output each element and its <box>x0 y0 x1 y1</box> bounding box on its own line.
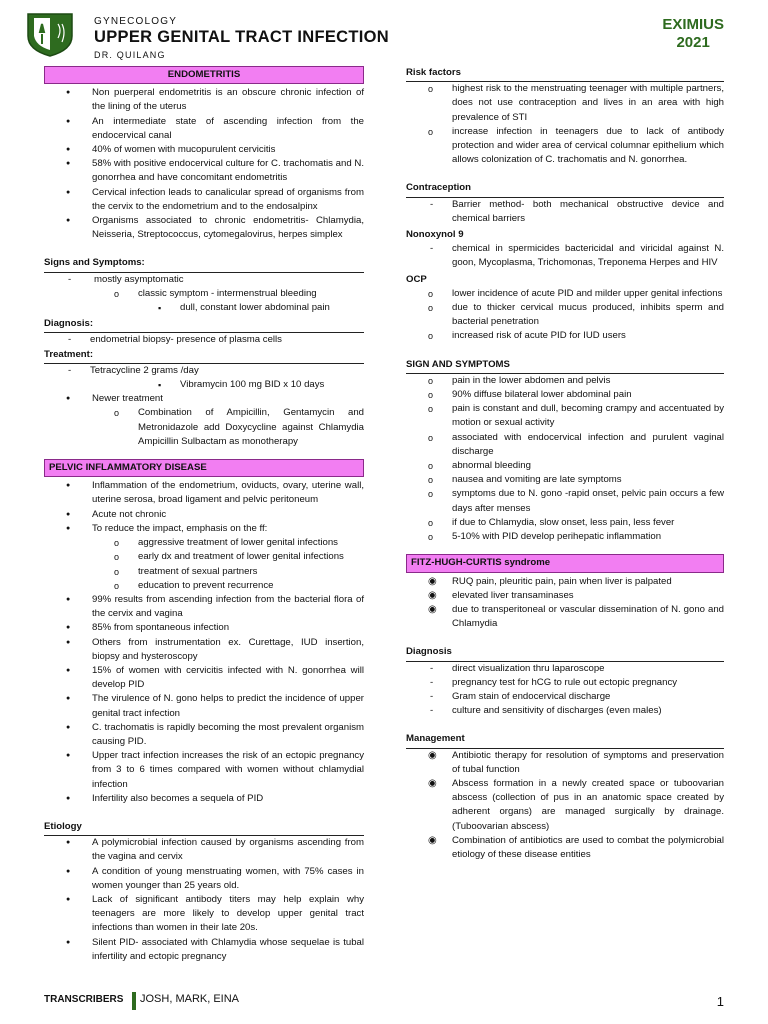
list-item: o early dx and treatment of lower genital infections <box>44 550 364 564</box>
list-item: ● Silent PID- associated with Chlamydia whose sequelae is tubal infertility and ectopic pregnancy <box>44 936 364 964</box>
etiology-list <box>44 836 364 964</box>
list-item: ● C. trachomatis is rapidly becoming the most prevalent organism causing PID. <box>44 721 364 749</box>
contraception-heading: Contraception <box>406 181 724 197</box>
list-item: - chemical in spermicides bactericidal and viricidal against N. goon, Mycoplasma, Trichomonas, Treponema Herpes and HIV <box>406 242 724 270</box>
list-item: ● Non puerperal endometritis is an obscure chronic infection of the lining of the uterus <box>44 86 364 114</box>
list-item: o increased risk of acute PID for IUD users <box>406 329 724 343</box>
fitz-list <box>406 575 724 632</box>
list-item: o abnormal bleeding <box>406 459 724 473</box>
list-item: ● 99% results from ascending infection from the bacterial flora of the cervix and vagina <box>44 593 364 621</box>
treatment-heading: Treatment: <box>44 348 364 364</box>
pid-list-b <box>44 593 364 806</box>
list-item: ● To reduce the impact, emphasis on the ff: <box>44 522 364 536</box>
list-item: ● 15% of women with cervicitis infected with N. gonorrhea will develop PID <box>44 664 364 692</box>
signs-list <box>44 273 364 287</box>
list-item: ◉ due to transperitoneal or vascular dissemination of N. gono and Chlamydia <box>406 603 724 631</box>
page-footer <box>44 992 724 1012</box>
etiology-heading: Etiology <box>44 820 364 836</box>
list-item: ● A polymicrobial infection caused by organisms ascending from the vagina and cervix <box>44 836 364 864</box>
list-item: ● Cervical infection leads to canalicular spread of organisms from the cervix to the endometrium and to the endosalpinx <box>44 186 364 214</box>
transcribers-label: TRANSCRIBERS <box>44 994 124 1005</box>
list-item: ● The virulence of N. gono helps to predict the incidence of upper genital tract infection <box>44 692 364 720</box>
diagnosis-list <box>44 333 364 347</box>
list-item: o pain is constant and dull, becoming crampy and accentuated by motion or sexual activity <box>406 402 724 430</box>
list-item: ● 40% of women with mucopurulent cervicitis <box>44 143 364 157</box>
list-item: ● Organisms associated to chronic endometritis- Chlamydia, Neisseria, Streptococcus, cytomegalovirus, herpes simplex <box>44 214 364 242</box>
pid-list-a <box>44 479 364 536</box>
list-item: ▪ Vibramycin 100 mg BID x 10 days <box>44 378 364 392</box>
risk-heading: Risk factors <box>406 66 724 82</box>
list-item: o 90% diffuse bilateral lower abdominal pain <box>406 388 724 402</box>
nonoxynol-heading: Nonoxynol 9 <box>406 229 464 241</box>
endometritis-list <box>44 86 364 242</box>
management-heading: Management <box>406 732 724 748</box>
list-item: ◉ RUQ pain, pleuritic pain, pain when liver is palpated <box>406 575 724 589</box>
list-item: o aggressive treatment of lower genital infections <box>44 536 364 550</box>
list-item: ● Inflammation of the endometrium, oviducts, ovary, uterine wall, uterine serosa, broad ligament and pelvic peritoneum <box>44 479 364 507</box>
list-item: o if due to Chlamydia, slow onset, less pain, less fever <box>406 516 724 530</box>
list-item: ● Upper tract infection increases the risk of an ectopic pregnancy from 3 to 6 times compared with women without chlamydial infection <box>44 749 364 792</box>
diagnosis-list-right <box>406 662 724 719</box>
treatment-sublist <box>44 378 364 392</box>
signs-subsublist <box>44 301 364 315</box>
brand-name: EXIMIUS <box>662 16 724 33</box>
shield-logo-icon <box>24 10 76 58</box>
list-item: - direct visualization thru laparoscope <box>406 662 724 676</box>
list-item: o nausea and vomiting are late symptoms <box>406 473 724 487</box>
risk-list <box>406 82 724 167</box>
list-item: o 5-10% with PID develop perihepatic inflammation <box>406 530 724 544</box>
list-item: - pregnancy test for hCG to rule out ectopic pregnancy <box>406 676 724 690</box>
footer-divider <box>132 992 136 1010</box>
list-item: ● Lack of significant antibody titers may help explain why teenagers are more likely to develop upper genital tract infections than women in their late 20s. <box>44 893 364 936</box>
subject-label: GYNECOLOGY <box>94 16 178 27</box>
list-item: o highest risk to the menstruating teenager with multiple partners, does not use contraception and lives in an area with high prevalence of STI <box>406 82 724 125</box>
list-item: o lower incidence of acute PID and milder upper genital infections <box>406 287 724 301</box>
signs-sublist <box>44 287 364 301</box>
list-item: o education to prevent recurrence <box>44 579 364 593</box>
list-item: o Combination of Ampicillin, Gentamycin and Metronidazole add Doxycycline against Chlamydia Ampicillin Sulbactam as monotherapy <box>44 406 364 449</box>
right-column <box>406 66 724 862</box>
lecturer-name: DR. QUILANG <box>94 50 166 60</box>
list-item: ● An intermediate state of ascending infection from the endocervical canal <box>44 115 364 143</box>
left-column <box>44 66 364 964</box>
endometritis-banner: ENDOMETRITIS <box>44 66 364 84</box>
list-item: ◉ Combination of antibiotics are used to combat the polymicrobial etiology of these disease entities <box>406 834 724 862</box>
sign-symptoms-heading: SIGN AND SYMPTOMS <box>406 358 724 374</box>
list-item: - Gram stain of endocervical discharge <box>406 690 724 704</box>
brand-block <box>662 16 724 52</box>
list-item: ◉ Antibiotic therapy for resolution of symptoms and preservation of tubal function <box>406 749 724 777</box>
contraception-list <box>406 198 724 226</box>
page-title: UPPER GENITAL TRACT INFECTION <box>94 28 390 46</box>
pid-ff-list <box>44 536 364 593</box>
page-header <box>0 0 768 66</box>
treatment-sublist-2 <box>44 406 364 449</box>
ocp-heading: OCP <box>406 273 427 285</box>
list-item: o increase infection in teenagers due to lack of antibody protection and wider area of cervical columnar epithelium which allows colonization of C. trachomatis and N. gonorrhea. <box>406 125 724 168</box>
brand-year: 2021 <box>676 34 710 51</box>
list-item: ● 58% with positive endocervical culture for C. trachomatis and N. gonorrhea and have concomitant endometritis <box>44 157 364 185</box>
page-number: 1 <box>716 994 724 1009</box>
list-item <box>44 273 364 287</box>
list-item: ● 85% from spontaneous infection <box>44 621 364 635</box>
nonoxynol-list <box>406 242 724 270</box>
pid-banner: PELVIC INFLAMMATORY DISEASE <box>44 459 364 477</box>
transcribers-names: JOSH, MARK, EINA <box>140 993 240 1005</box>
list-item: o pain in the lower abdomen and pelvis <box>406 374 724 388</box>
list-item: ● Others from instrumentation ex. Curettage, IUD insertion, biopsy and hysteroscopy <box>44 636 364 664</box>
list-item: o symptoms due to N. gono -rapid onset, pelvic pain occurs a few days after menses <box>406 487 724 515</box>
diagnosis-heading-right: Diagnosis <box>406 645 724 661</box>
ocp-list <box>406 287 724 344</box>
treatment-list-2 <box>44 392 364 406</box>
list-item: o treatment of sexual partners <box>44 565 364 579</box>
list-item: o due to thicker cervical mucus produced, inhibits sperm and bacterial penetration <box>406 301 724 329</box>
list-item: ● Acute not chronic <box>44 508 364 522</box>
list-item: ● Newer treatment <box>44 392 364 406</box>
list-item: ● Infertility also becomes a sequela of PID <box>44 792 364 806</box>
list-item: ◉ elevated liver transaminases <box>406 589 724 603</box>
list-item: - endometrial biopsy- presence of plasma cells <box>44 333 364 347</box>
list-item: o associated with endocervical infection and purulent vaginal discharge <box>406 431 724 459</box>
list-item: ▪ dull, constant lower abdominal pain <box>44 301 364 315</box>
list-item: - Barrier method- both mechanical obstructive device and chemical barriers <box>406 198 724 226</box>
diagnosis-heading: Diagnosis: <box>44 317 364 333</box>
management-list <box>406 749 724 863</box>
sign-symptoms-list <box>406 374 724 544</box>
fitz-banner: FITZ-HUGH-CURTIS syndrome <box>406 554 724 572</box>
list-item: - Tetracycline 2 grams /day <box>44 364 364 378</box>
signs-heading: Signs and Symptoms: <box>44 256 364 272</box>
treatment-list <box>44 364 364 378</box>
list-item: o classic symptom - intermenstrual bleeding <box>44 287 364 301</box>
list-item: - culture and sensitivity of discharges (even males) <box>406 704 724 718</box>
list-item: ● A condition of young menstruating women, with 75% cases in women younger than 25 years old. <box>44 865 364 893</box>
list-item: ◉ Abscess formation in a newly created space or tuboovarian abscess (collection of pus in an anatomic space created by adherent organs) are managed surgically by drainage. (Tuboovarian abscess) <box>406 777 724 834</box>
list-item-text: mostly asymptomatic <box>94 273 184 285</box>
